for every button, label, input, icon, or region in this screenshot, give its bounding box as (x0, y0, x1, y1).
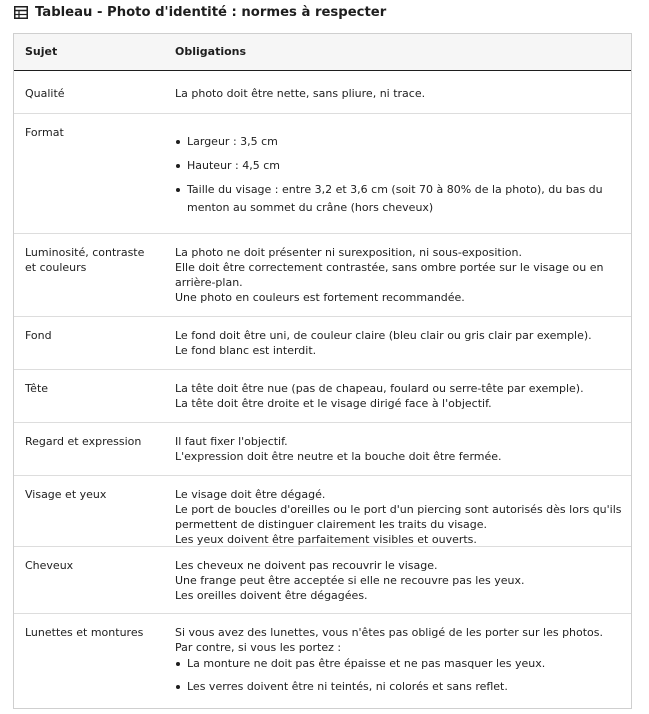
row-obligations (175, 625, 630, 696)
obligation-line: Les yeux doivent être parfaitement visibles et ouverts. (175, 533, 477, 546)
table-row-luminosite (14, 234, 631, 317)
row-subject: Fond (25, 329, 52, 342)
list-item: Largeur : 3,5 cm (175, 133, 615, 151)
list-item: Les verres doivent être ni teintés, ni colorés et sans reflet. (175, 678, 630, 696)
row-subject: Cheveux (25, 559, 74, 572)
table-row-qualite (14, 71, 631, 114)
row-subject: Lunettes et montures (25, 626, 144, 639)
obligation-line: Le fond blanc est interdit. (175, 344, 317, 357)
table-row-fond (14, 317, 631, 370)
row-obligations (175, 381, 630, 411)
obligation-line: La tête doit être droite et le visage dirigé face à l'objectif. (175, 397, 492, 410)
obligation-line: Le visage doit être dégagé. (175, 488, 326, 501)
obligation-list (175, 655, 630, 696)
list-item: La monture ne doit pas être épaisse et ne pas masquer les yeux. (175, 655, 630, 673)
table-row-visage (14, 476, 631, 547)
obligation-list (175, 133, 615, 217)
obligation-line: Le fond doit être uni, de couleur claire (bleu clair ou gris clair par exemple). (175, 329, 592, 342)
table-row-format (14, 114, 631, 234)
table-row-regard (14, 423, 631, 476)
row-obligations (175, 558, 630, 603)
table-row-lunettes (14, 614, 631, 708)
row-obligations (175, 245, 630, 305)
obligation-line: La photo doit être nette, sans pliure, ni trace. (175, 87, 426, 100)
obligation-line: Il faut fixer l'objectif. (175, 435, 288, 448)
table-header (14, 34, 631, 71)
row-subject: Luminosité, contraste et couleurs (25, 246, 145, 274)
obligation-line: Elle doit être correctement contrastée, sans ombre portée sur le visage ou en arrière-plan. (175, 261, 604, 289)
table-row-cheveux (14, 547, 631, 614)
row-subject: Regard et expression (25, 435, 142, 448)
row-obligations (175, 328, 630, 358)
list-item: Taille du visage : entre 3,2 et 3,6 cm (soit 70 à 80% de la photo), du bas du menton au sommet du crâne (hors cheveux) (175, 181, 615, 217)
header-obligations: Obligations (175, 45, 247, 58)
table-icon (14, 6, 28, 19)
row-subject: Tête (25, 382, 49, 395)
table-row-tete (14, 370, 631, 423)
page-title: Tableau - Photo d'identité : normes à respecter (35, 4, 387, 20)
obligation-line: Une frange peut être acceptée si elle ne recouvre pas les yeux. (175, 574, 525, 587)
row-obligations (175, 487, 630, 547)
obligation-line: Les cheveux ne doivent pas recouvrir le visage. (175, 559, 438, 572)
obligation-line: Les oreilles doivent être dégagées. (175, 589, 368, 602)
obligation-line: Le port de boucles d'oreilles ou le port d'un piercing sont autorisés dès lors qu'ils permettent de distinguer clairement les traits du visage. (175, 503, 622, 531)
obligation-line: Si vous avez des lunettes, vous n'êtes pas obligé de les porter sur les photos. (175, 626, 604, 639)
obligation-line: L'expression doit être neutre et la bouche doit être fermée. (175, 450, 502, 463)
row-subject: Qualité (25, 87, 65, 100)
row-obligations (175, 434, 630, 464)
obligation-line: Une photo en couleurs est fortement recommandée. (175, 291, 465, 304)
row-subject: Format (25, 126, 64, 139)
obligation-line: La tête doit être nue (pas de chapeau, foulard ou serre-tête par exemple). (175, 382, 584, 395)
list-item: Hauteur : 4,5 cm (175, 157, 615, 175)
header-subject: Sujet (25, 45, 58, 58)
table-title-bar (14, 3, 386, 21)
row-obligations (175, 133, 615, 217)
obligation-line: La photo ne doit présenter ni surexposition, ni sous-exposition. (175, 246, 522, 259)
row-obligations (175, 86, 630, 101)
obligation-line: Par contre, si vous les portez : (175, 641, 342, 654)
row-subject: Visage et yeux (25, 488, 107, 501)
rules-table (13, 33, 632, 709)
